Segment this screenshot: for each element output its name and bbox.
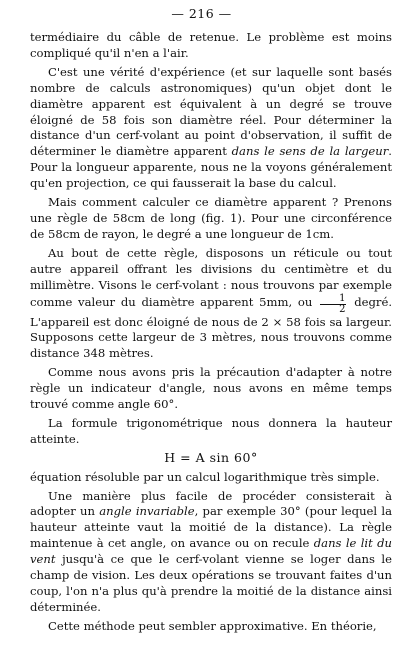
paragraph-3: Mais comment calculer ce diamètre apparent ? Prenons une règle de 58cm de long (fig. 1). Pour une circonférence de 58cm de rayon, le degré a une longueur de 1cm. [30,195,392,241]
paragraph-8 [30,489,392,616]
paragraph-2-text-b: . Pour la longueur apparente, nous ne la voyons généralement qu'en projection, ce qui fausserait la base du calcul. [30,144,392,191]
paragraph-9: Cette méthode peut sembler approximative. En théorie, [48,618,377,633]
paragraph-8-text-c: jusqu'à ce que le cerf-volant vienne se loger dans le champ de vision. Les deux opérations se trouvant faites d'un coup, l'on n'a plus qu'à prendre la moitié de la distance ainsi déterminée. [30,552,392,614]
paragraph-7: équation résoluble par un calcul logarithmique très simple. [30,469,380,484]
page-number: — 216 — [171,6,232,21]
paragraph-4-text-a: Au bout de cette règle, disposons un réticule ou tout autre appareil offrant les divisions du centimètre et du millimètre. Visons le cerf-volant : nous trouvons par exemple comme valeur du diamètre apparent 5mm, ou [30,245,392,309]
page-body [30,30,392,635]
paragraph-5: Comme nous avons pris la précaution d'adapter à notre règle un indicateur d'angle, nous avons en même temps trouvé comme angle 60°. [30,365,392,412]
paragraph-8-emphasis-b: dans le lit du vent [30,536,392,567]
paragraph-2-text-a: C'est une vérité d'expérience (et sur laquelle sont basés nombre de calculs astronomiques) qu'un objet dont le diamètre apparent est équivalent à un degré se trouve éloigné de 58 fois son diamètre réel. Pour déterminer la distance d'un cerf-volant au point d'observation, il suffit de déterminer le diamètre apparent [30,64,392,159]
paragraph-4-text-b: degré. L'appareil est donc éloigné de nous de 2 × 58 fois sa largeur. Supposons cette largeur de 3 mètres, nous trouvons comme distance 348 mètres. [30,294,393,361]
paragraph-8-emphasis-a: angle invariable [99,504,195,519]
paragraph-2 [30,65,392,192]
paragraph-1: termédiaire du câble de retenue. Le problème est moins compliqué qu'il n'en a l'air. [30,30,392,60]
paragraph-2-emphasis: dans le sens de la largeur [231,144,389,159]
formula: H = A sin 60° [164,449,258,465]
fraction-one-half [320,294,346,315]
paragraph-4 [30,246,392,362]
paragraph-8-text-a: Une manière plus facile de procéder consisterait à adopter un [30,488,392,519]
paragraph-8-text-b: , par exemple 30° (pour lequel la hauteur atteinte vaut la moitié de la distance). La règle maintenue à cet angle, on avance ou on recule [30,504,392,551]
paragraph-6: La formule trigonométrique nous donnera la hauteur atteinte. [30,415,392,446]
fraction-denominator: 2 [339,303,346,315]
fraction-numerator: 1 [320,294,346,305]
